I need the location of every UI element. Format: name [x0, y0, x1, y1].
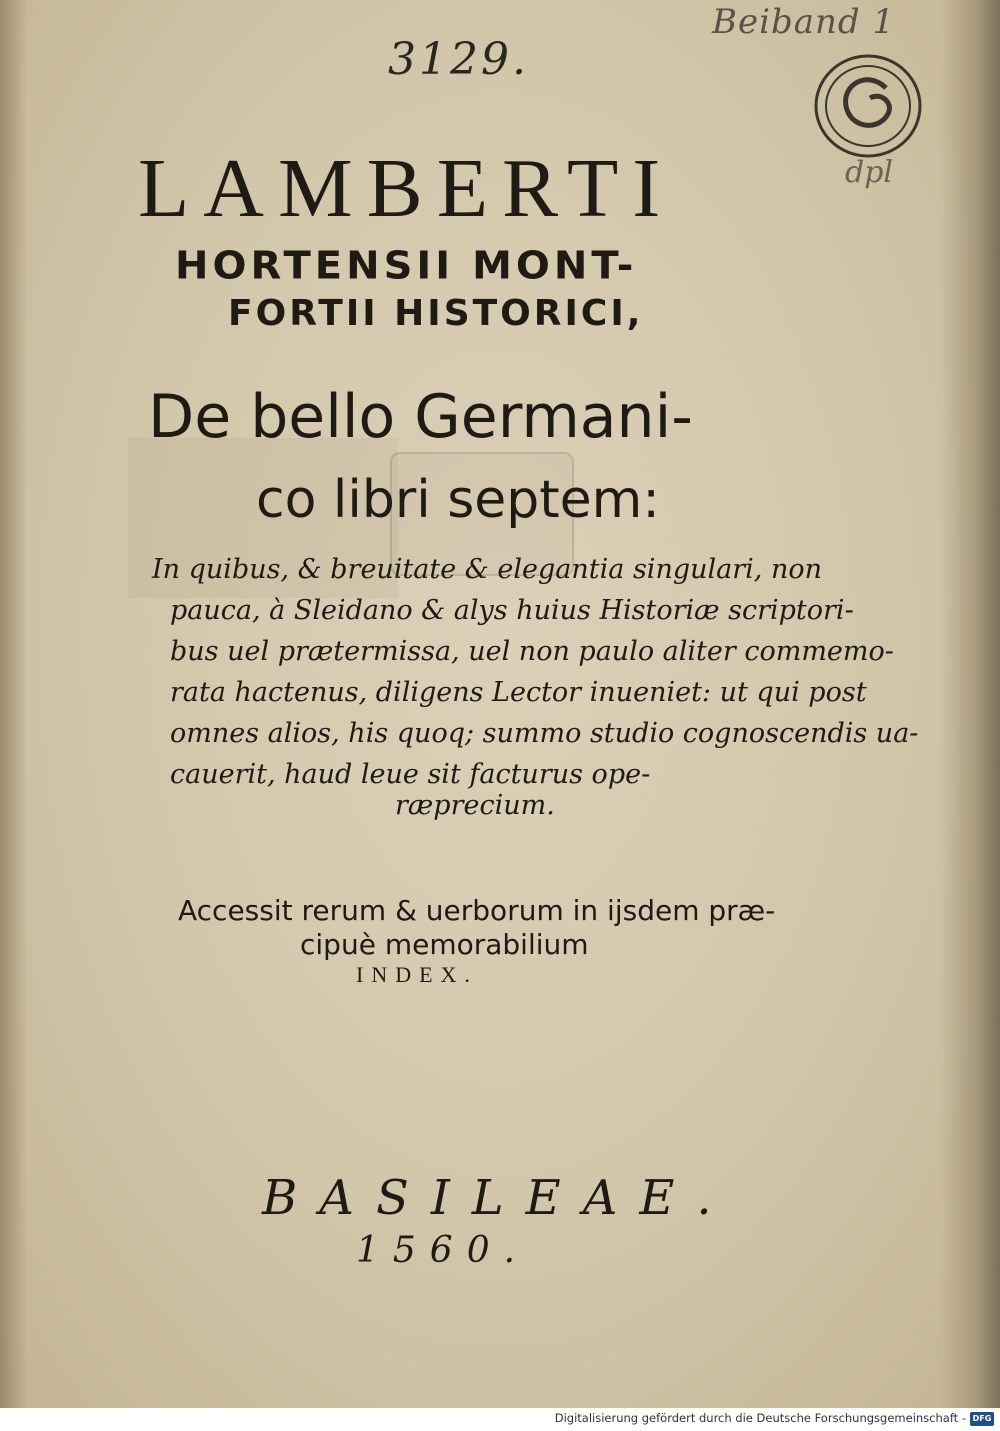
imprint-place: BASILEAE.	[262, 1170, 734, 1226]
dfg-logo-icon: DFG	[970, 1412, 994, 1426]
title-line-3: FORTII HISTORICI,	[228, 293, 644, 334]
index-note-line-1: Accessit rerum & uerborum in ijsdem præ-	[178, 894, 776, 927]
description-line: In quibus, & breuitate & elegantia singulari, non	[152, 554, 822, 585]
handwritten-shelfmark: 3129.	[388, 34, 529, 85]
digitization-footer	[0, 1408, 1000, 1431]
description-line: bus uel prætermissa, uel non paulo aliter commemo-	[170, 636, 894, 667]
page-edge-shadow-right	[940, 0, 1000, 1408]
handwritten-note-top: Beiband 1	[712, 2, 896, 42]
imprint-year: 1560.	[356, 1230, 530, 1271]
funding-credit: Digitalisierung gefördert durch die Deutsche Forschungsgemeinschaft -	[554, 1411, 966, 1425]
title-line-1: LAMBERTI	[138, 142, 675, 235]
description-line: ræprecium.	[395, 790, 555, 821]
page-edge-shadow-left	[0, 0, 28, 1408]
title-line-2: HORTENSII MONT-	[175, 244, 638, 288]
subtitle-line-2: co libri septem:	[256, 470, 660, 530]
description-line: omnes alios, his quoq; summo studio cognoscendis ua-	[170, 718, 919, 749]
index-heading: INDEX.	[356, 962, 478, 987]
library-stamp-icon	[808, 48, 928, 168]
handwritten-note-side: dpl	[845, 155, 894, 190]
index-note-line-2: cipuè memorabilium	[300, 928, 589, 961]
description-line: cauerit, haud leue sit facturus ope-	[170, 759, 651, 790]
subtitle-line-1: De bello Germani-	[148, 382, 693, 452]
description-line: rata hactenus, diligens Lector inueniet: ut qui post	[170, 677, 867, 708]
description-line: pauca, à Sleidano & alys huius Historiæ scriptori-	[170, 595, 854, 626]
